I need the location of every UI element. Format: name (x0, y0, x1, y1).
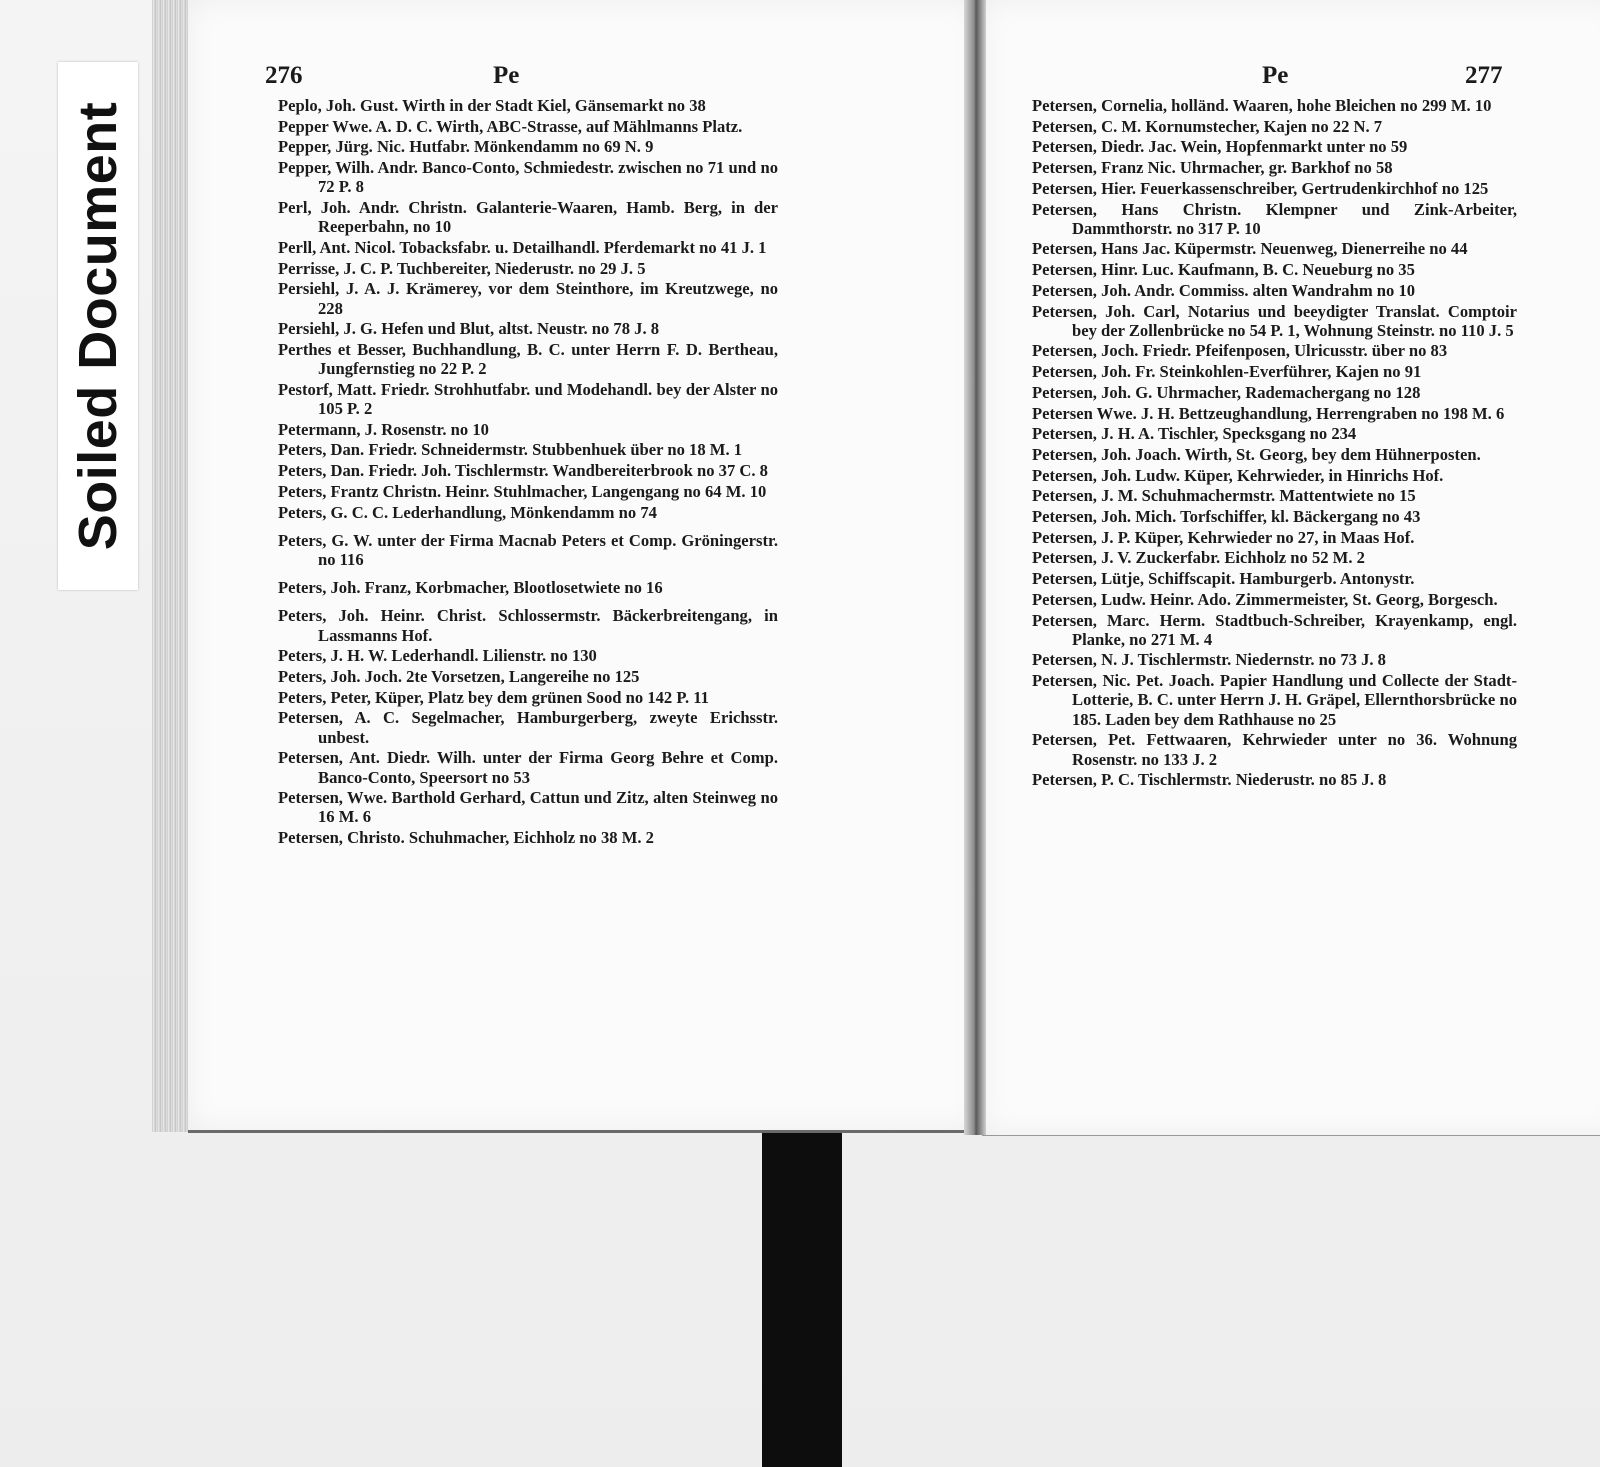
directory-entry: Pepper Wwe. A. D. C. Wirth, ABC-Strasse, auf Mählmanns Platz. (278, 116, 743, 136)
book-spread (152, 0, 1517, 1132)
directory-entry: Petersen, Lütje, Schiffscapit. Hamburgerb. Antonystr. (1032, 569, 1415, 589)
document-label: Soiled Document (68, 101, 128, 551)
directory-entry: Petersen, Franz Nic. Uhrmacher, gr. Barkhof no 58 (1032, 158, 1393, 178)
directory-entry: Peters, Joh. Franz, Korbmacher, Blootlosetwiete no 16 (278, 578, 663, 598)
right-entry-list (1032, 96, 1517, 791)
directory-entry: Peters, Dan. Friedr. Joh. Tischlermstr. Wandbereiterbrook no 37 C. 8 (278, 461, 768, 481)
directory-entry: Peplo, Joh. Gust. Wirth in der Stadt Kiel, Gänsemarkt no 38 (278, 96, 706, 115)
left-page (188, 0, 978, 1133)
directory-entry: Petersen, Joch. Friedr. Pfeifenposen, Ulricusstr. über no 83 (1032, 341, 1448, 361)
directory-entry: Peters, Frantz Christn. Heinr. Stuhlmacher, Langengang no 64 M. 10 (278, 481, 767, 501)
directory-entry: Pepper, Wilh. Andr. Banco-Conto, Schmiedestr. zwischen no 71 und no 72 P. 8 (278, 158, 778, 197)
directory-entry: Perll, Ant. Nicol. Tobacksfabr. u. Detailhandl. Pferdemarkt no 41 J. 1 (278, 237, 767, 257)
directory-entry: Peters, Joh. Heinr. Christ. Schlossermstr. Bäckerbreitengang, in Lassmanns Hof. (278, 606, 778, 645)
directory-entry: Perthes et Besser, Buchhandlung, B. C. unter Herrn F. D. Bertheau, Jungfernstieg no 22 P. 2 (278, 339, 778, 379)
directory-entry: Petersen, J. M. Schuhmachermstr. Mattentwiete no 15 (1032, 486, 1416, 506)
directory-entry: Petersen, P. C. Tischlermstr. Niederustr. no 85 J. 8 (1032, 770, 1387, 790)
directory-entry: Petersen, C. M. Kornumstecher, Kajen no 22 N. 7 (1032, 116, 1383, 136)
directory-entry: Peters, G. W. unter der Firma Macnab Peters et Comp. Gröningerstr. no 116 (278, 530, 778, 569)
directory-entry: Petersen, Joh. Fr. Steinkohlen-Everführer, Kajen no 91 (1032, 362, 1422, 382)
document-label-tab (58, 62, 138, 590)
directory-entry: Petersen, Hinr. Luc. Kaufmann, B. C. Neueburg no 35 (1032, 260, 1415, 280)
directory-entry: Petersen, Joh. Andr. Commiss. alten Wandrahm no 10 (1032, 280, 1416, 300)
directory-entry: Perl, Joh. Andr. Christn. Galanterie-Waaren, Hamb. Berg, in der Reeperbahn, no 10 (278, 198, 778, 237)
directory-entry: Petersen, J. H. A. Tischler, Specksgang no 234 (1032, 424, 1357, 444)
directory-entry: Peters, Dan. Friedr. Schneidermstr. Stubbenhuek über no 18 M. 1 (278, 440, 743, 460)
directory-entry: Petersen, J. V. Zuckerfabr. Eichholz no 52 M. 2 (1032, 548, 1365, 568)
directory-entry: Persiehl, J. G. Hefen und Blut, altst. Neustr. no 78 J. 8 (278, 319, 660, 339)
directory-entry: Petersen, Joh. Mich. Torfschiffer, kl. Bäckergang no 43 (1032, 507, 1421, 527)
left-page-number: 276 (265, 62, 303, 89)
directory-entry: Petersen, Christo. Schuhmacher, Eichholz no 38 M. 2 (278, 828, 654, 848)
directory-entry: Petersen, Ant. Diedr. Wilh. unter der Firma Georg Behre et Comp. Banco-Conto, Speersort no 53 (278, 748, 778, 787)
directory-entry: Petersen, Ludw. Heinr. Ado. Zimmermeister, St. Georg, Borgesch. (1032, 589, 1498, 609)
directory-entry: Pepper, Jürg. Nic. Hutfabr. Mönkendamm no 69 N. 9 (278, 137, 654, 157)
directory-entry: Peters, Peter, Küper, Platz bey dem grünen Sood no 142 P. 11 (278, 687, 709, 707)
left-entry-list (278, 96, 778, 849)
directory-entry: Petersen, Joh. Carl, Notarius und beeydigter Translat. Comptoir bey der Zollenbrücke no 54 P. 1, Wohnung Steinstr. no 110 J. 5 (1032, 301, 1517, 340)
directory-entry: Petersen, Hans Christn. Klempner und Zink-Arbeiter, Dammthorstr. no 317 P. 10 (1032, 199, 1517, 238)
directory-entry: Petersen, Joh. G. Uhrmacher, Rademachergang no 128 (1032, 382, 1421, 402)
left-running-head: Pe (493, 62, 520, 89)
directory-entry: Petersen, Nic. Pet. Joach. Papier Handlung und Collecte der Stadt-Lotterie, B. C. unter Herrn J. H. Gräpel, Ellernthorsbrücke no 185. Laden bey dem Rathhause no 25 (1032, 671, 1517, 729)
directory-entry: Petersen, J. P. Küper, Kehrwieder no 27, in Maas Hof. (1032, 527, 1415, 547)
directory-entry: Petersen, Joh. Joach. Wirth, St. Georg, bey dem Hühnerposten. (1032, 444, 1481, 464)
directory-entry: Petersen, Pet. Fettwaaren, Kehrwieder unter no 36. Wohnung Rosenstr. no 133 J. 2 (1032, 730, 1517, 769)
directory-entry: Peters, G. C. C. Lederhandlung, Mönkendamm no 74 (278, 502, 657, 522)
directory-entry: Perrisse, J. C. P. Tuchbereiter, Niederustr. no 29 J. 5 (278, 258, 646, 278)
directory-entry: Petersen, Marc. Herm. Stadtbuch-Schreiber, Krayenkamp, engl. Planke, no 271 M. 4 (1032, 610, 1517, 649)
directory-entry: Petersen, Hier. Feuerkassenschreiber, Gertrudenkirchhof no 125 (1032, 178, 1489, 198)
directory-entry: Petersen, Hans Jac. Küpermstr. Neuenweg, Dienerreihe no 44 (1032, 239, 1468, 259)
spine-strip (762, 1120, 842, 1467)
directory-entry: Petersen Wwe. J. H. Bettzeughandlung, Herrengraben no 198 M. 6 (1032, 403, 1505, 423)
directory-entry: Peters, Joh. Joch. 2te Vorsetzen, Langereihe no 125 (278, 666, 640, 686)
directory-entry: Pestorf, Matt. Friedr. Strohhutfabr. und Modehandl. bey der Alster no 105 P. 2 (278, 379, 778, 419)
right-page-number: 277 (1465, 62, 1503, 89)
directory-entry: Petersen, Wwe. Barthold Gerhard, Cattun und Zitz, alten Steinweg no 16 M. 6 (278, 788, 778, 827)
directory-entry: Peters, J. H. W. Lederhandl. Lilienstr. no 130 (278, 646, 597, 666)
right-page (982, 0, 1600, 1136)
page-edges (152, 0, 193, 1132)
directory-entry: Petermann, J. Rosenstr. no 10 (278, 419, 489, 439)
right-running-head: Pe (1262, 62, 1289, 89)
directory-entry: Petersen, Diedr. Jac. Wein, Hopfenmarkt unter no 59 (1032, 137, 1408, 157)
book-gutter (964, 0, 986, 1135)
directory-entry: Petersen, A. C. Segelmacher, Hamburgerberg, zweyte Erichsstr. unbest. (278, 708, 778, 747)
directory-entry: Petersen, Joh. Ludw. Küper, Kehrwieder, in Hinrichs Hof. (1032, 465, 1444, 485)
directory-entry: Persiehl, J. A. J. Krämerey, vor dem Steinthore, im Kreutzwege, no 228 (278, 279, 778, 318)
directory-entry: Petersen, N. J. Tischlermstr. Niedernstr. no 73 J. 8 (1032, 650, 1386, 670)
directory-entry: Petersen, Cornelia, holländ. Waaren, hohe Bleichen no 299 M. 10 (1032, 96, 1492, 115)
